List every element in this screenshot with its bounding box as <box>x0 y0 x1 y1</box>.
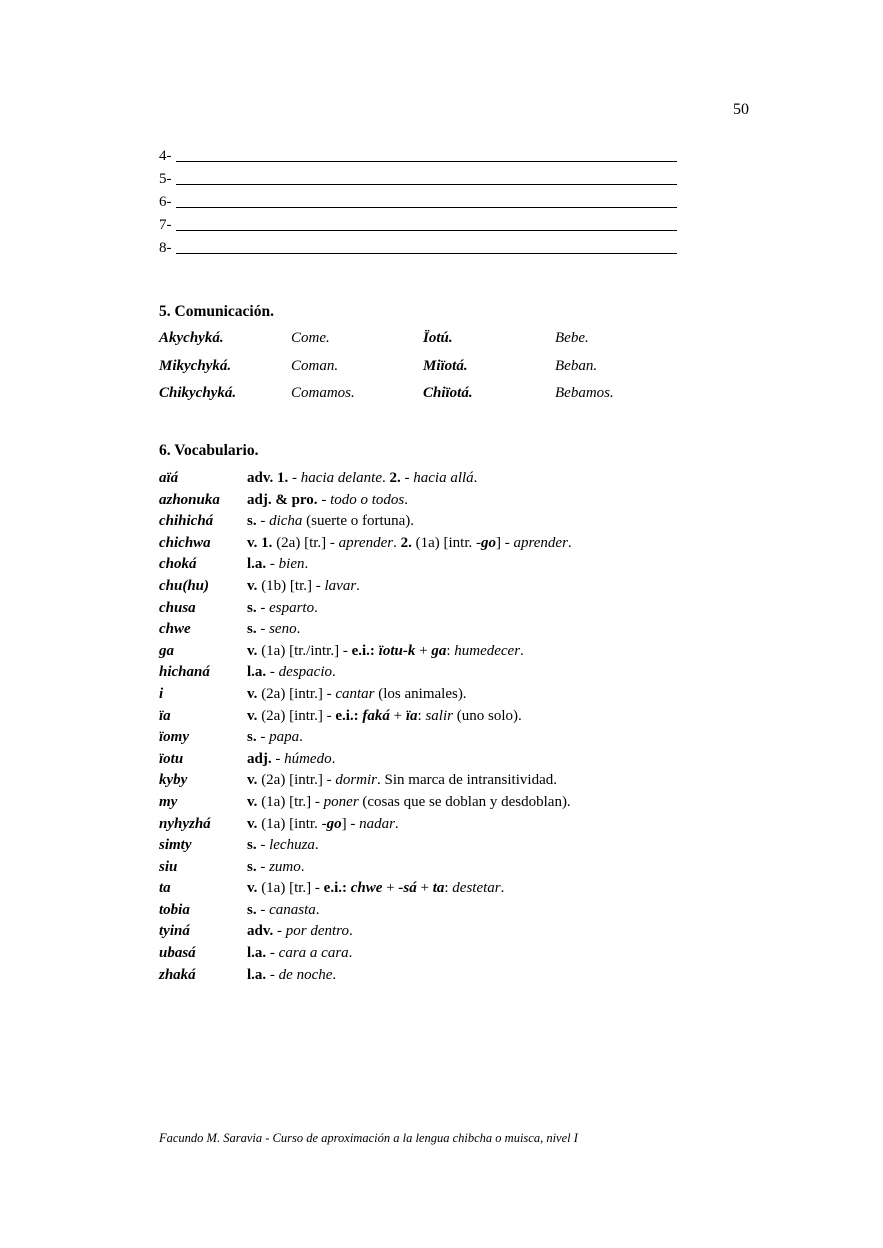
blank-answer-lines <box>159 141 677 256</box>
vocab-definition <box>247 923 353 940</box>
vocab-definition <box>247 556 308 573</box>
chibcha-verb: Chikychyká. <box>159 385 237 401</box>
definition-text: go <box>326 815 342 832</box>
definition-text: esparto <box>269 599 315 616</box>
definition-text: (2a) [intr.] - <box>261 685 336 702</box>
definition-text: ] - <box>341 815 360 832</box>
definition-text: (cosas que se doblan y desdoblan). <box>358 793 571 810</box>
vocab-term: hichaná <box>159 664 210 681</box>
vocab-entry <box>159 945 719 967</box>
vocab-entry <box>159 751 719 773</box>
vocab-term: kyby <box>159 772 188 789</box>
definition-text: papa <box>269 729 300 746</box>
answer-rule <box>176 229 677 231</box>
blank-line <box>159 210 677 233</box>
spanish-translation: Come. <box>291 330 330 346</box>
vocab-definition <box>247 492 408 509</box>
vocab-term: chwe <box>159 621 191 638</box>
definition-text: - <box>260 858 270 875</box>
definition-text: hacia delante <box>300 470 382 486</box>
definition-text: aprender <box>513 534 568 551</box>
definition-text: l.a. <box>247 556 270 573</box>
definition-text: . <box>304 556 309 573</box>
definition-text: . <box>348 945 353 962</box>
vocab-definition <box>247 708 522 725</box>
definition-text: ga <box>431 642 447 659</box>
vocab-definition <box>247 772 557 789</box>
vocab-term: chu(hu) <box>159 577 210 594</box>
blank-line <box>159 187 677 210</box>
vocab-entry <box>159 664 719 686</box>
definition-text: e.i.: <box>351 642 379 659</box>
chibcha-verb: Chiïotá. <box>423 385 473 401</box>
vocab-entry <box>159 923 719 945</box>
definition-text: (1a) [intr. - <box>261 815 327 832</box>
vocab-entry <box>159 772 719 794</box>
vocab-term: chichwa <box>159 534 211 551</box>
definition-text: - <box>292 470 301 486</box>
vocab-definition <box>247 794 571 811</box>
vocab-term: i <box>159 685 164 702</box>
vocab-term: chihichá <box>159 513 214 530</box>
vocab-definition <box>247 686 467 703</box>
definition-text: ta <box>432 880 445 897</box>
vocab-definition <box>247 837 319 854</box>
communication-table <box>159 330 679 413</box>
definition-text: go <box>480 534 496 551</box>
blank-line <box>159 141 677 164</box>
definition-text: . <box>332 966 337 983</box>
definition-text: + <box>382 880 399 897</box>
spanish-translation: Coman. <box>291 357 339 374</box>
definition-text: v. <box>247 793 262 810</box>
definition-text: cantar <box>335 685 375 702</box>
answer-rule <box>176 183 677 185</box>
definition-text: canasta <box>269 901 316 918</box>
definition-text: s. <box>247 901 261 918</box>
definition-text: (2a) [intr.] - <box>261 772 336 789</box>
definition-text: - <box>404 470 414 486</box>
definition-text: + <box>415 642 432 659</box>
definition-text: + <box>416 880 433 897</box>
definition-text: 2. <box>385 470 405 486</box>
definition-text: (1a) [tr./intr.] - <box>261 642 352 659</box>
chibcha-verb: Miïotá. <box>423 357 468 374</box>
definition-text: nadar <box>359 815 395 832</box>
vocab-definition <box>247 643 524 660</box>
definition-text: dicha <box>269 513 303 530</box>
definition-text: - <box>260 621 270 638</box>
answer-rule <box>176 252 677 254</box>
definition-text: - <box>269 556 279 573</box>
vocab-definition <box>247 729 303 746</box>
vocab-term: choká <box>159 556 197 573</box>
vocab-definition <box>247 880 504 897</box>
definition-text: . <box>382 470 386 486</box>
definition-text: : <box>417 707 426 724</box>
definition-text: v. 1. <box>247 534 277 551</box>
definition-text: zumo <box>269 858 301 875</box>
definition-text: poner <box>323 793 359 810</box>
vocab-term: nyhyzhá <box>159 815 211 832</box>
definition-text: salir <box>425 707 453 724</box>
definition-text: -sá <box>398 880 417 897</box>
vocab-definition <box>247 535 572 552</box>
section-heading-vocabulary: 6. Vocabulario. <box>159 442 259 459</box>
definition-text: . <box>567 534 572 551</box>
vocab-term: ga <box>159 642 174 659</box>
line-number: 4- <box>159 148 172 164</box>
chibcha-verb: Ïotú. <box>423 330 453 346</box>
definition-text: . <box>315 901 320 918</box>
line-number: 5- <box>159 171 172 187</box>
definition-text: seno <box>269 621 297 638</box>
definition-text: - <box>275 750 285 767</box>
vocab-term: ta <box>159 880 171 897</box>
definition-text: por dentro <box>285 923 349 940</box>
definition-text: . <box>300 858 305 875</box>
vocab-entry <box>159 902 719 924</box>
communication-row <box>159 358 679 386</box>
definition-text: s. <box>247 513 261 530</box>
vocab-entry <box>159 578 719 600</box>
vocab-definition <box>247 470 477 487</box>
definition-text: - <box>269 945 279 962</box>
vocab-definition <box>247 664 336 681</box>
definition-text: . <box>314 599 318 616</box>
definition-text: bien <box>278 556 305 573</box>
vocab-term: aïá <box>159 470 179 486</box>
vocab-entry <box>159 967 719 989</box>
vocab-definition <box>247 902 320 919</box>
definition-text: humedecer <box>454 642 521 659</box>
definition-text: ïa <box>405 707 418 724</box>
vocab-term: tobia <box>159 901 190 918</box>
definition-text: . <box>314 837 319 854</box>
definition-text: - <box>321 491 331 508</box>
definition-text: lavar <box>324 577 357 594</box>
definition-text: . <box>404 491 408 508</box>
spanish-translation: Bebe. <box>555 330 589 346</box>
definition-text: v. <box>247 685 262 702</box>
vocab-entry <box>159 556 719 578</box>
vocab-definition <box>247 859 305 876</box>
definition-text: : <box>444 880 453 897</box>
vocab-definition <box>247 578 360 595</box>
definition-text: (suerte o fortuna). <box>302 513 415 530</box>
definition-text: s. <box>247 837 261 854</box>
vocab-definition <box>247 513 414 530</box>
definition-text: dormir <box>335 772 378 789</box>
definition-text: - <box>260 901 270 918</box>
definition-text: . <box>332 664 336 681</box>
definition-text: chwe <box>350 880 383 897</box>
definition-text: destetar <box>452 880 501 897</box>
definition-text: 2. <box>396 534 416 551</box>
line-number: 7- <box>159 217 172 233</box>
vocab-entry <box>159 729 719 751</box>
vocab-definition <box>247 816 399 833</box>
line-number: 8- <box>159 240 172 256</box>
vocab-entry <box>159 492 719 514</box>
definition-text: + <box>389 707 406 724</box>
spanish-translation: Beban. <box>555 357 598 374</box>
vocab-entry <box>159 794 719 816</box>
page-footer: Facundo M. Saravia - Curso de aproximación a la lengua chibcha o muisca, nivel I <box>159 1131 578 1145</box>
definition-text: v. <box>247 880 262 897</box>
definition-text: . <box>520 642 524 659</box>
definition-text: . <box>299 729 303 746</box>
vocab-entry <box>159 600 719 622</box>
definition-text: faká <box>362 707 390 724</box>
vocab-entry <box>159 535 719 557</box>
definition-text: v. <box>247 815 262 832</box>
definition-text: (uno solo). <box>452 707 522 724</box>
definition-text: lechuza <box>269 837 315 854</box>
vocab-term: my <box>159 793 178 810</box>
definition-text: despacio <box>278 664 332 681</box>
definition-text: e.i.: <box>323 880 351 897</box>
definition-text: aprender <box>338 534 394 551</box>
vocab-definition <box>247 967 336 984</box>
definition-text: s. <box>247 729 261 746</box>
definition-text: ïotu-k <box>378 642 416 659</box>
definition-text: (1a) [intr. - <box>415 534 481 551</box>
chibcha-verb: Akychyká. <box>159 330 224 346</box>
section-heading-communication: 5. Comunicación. <box>159 303 274 320</box>
vocab-entry <box>159 880 719 902</box>
chibcha-verb: Mikychyká. <box>159 357 232 374</box>
definition-text: . <box>331 750 336 767</box>
definition-text: v. <box>247 577 262 594</box>
definition-text: adj. & pro. <box>247 491 322 508</box>
vocab-term: ïotu <box>159 750 184 767</box>
vocab-term: simty <box>159 837 192 854</box>
definition-text: - <box>277 923 286 940</box>
definition-text: - <box>260 837 270 854</box>
definition-text: . <box>473 470 478 486</box>
definition-text: . Sin marca de intransitividad. <box>377 772 557 789</box>
definition-text: húmedo <box>284 750 332 767</box>
definition-text: (1a) [tr.] - <box>261 880 324 897</box>
spanish-translation: Comamos. <box>291 385 355 401</box>
definition-text: (2a) [tr.] - <box>276 534 339 551</box>
definition-text: l.a. <box>247 945 270 962</box>
definition-text: . <box>394 815 399 832</box>
definition-text: . <box>500 880 505 897</box>
vocab-entry <box>159 816 719 838</box>
vocab-entry <box>159 837 719 859</box>
definition-text: (los animales). <box>374 685 467 702</box>
vocab-term: siu <box>159 858 178 875</box>
definition-text: l.a. <box>247 664 270 681</box>
vocab-definition <box>247 600 318 617</box>
vocab-term: tyiná <box>159 923 190 940</box>
vocab-term: chusa <box>159 599 196 616</box>
definition-text: v. <box>247 772 262 789</box>
blank-line <box>159 233 677 256</box>
blank-line <box>159 164 677 187</box>
vocab-entry <box>159 513 719 535</box>
vocabulary-list <box>159 470 719 988</box>
definition-text: de noche <box>278 966 333 983</box>
definition-text: ] - <box>495 534 514 551</box>
definition-text: . <box>348 923 353 940</box>
definition-text: : <box>446 642 455 659</box>
definition-text: - <box>269 966 279 983</box>
definition-text: (1b) [tr.] - <box>261 577 325 594</box>
answer-rule <box>176 206 677 208</box>
vocab-entry <box>159 859 719 881</box>
definition-text: todo o todos <box>330 491 405 508</box>
vocab-term: zhaká <box>159 966 196 983</box>
definition-text: s. <box>247 621 261 638</box>
vocab-entry <box>159 470 719 492</box>
definition-text: e.i.: <box>335 707 363 724</box>
definition-text: cara a cara <box>278 945 349 962</box>
definition-text: - <box>269 664 279 681</box>
vocab-definition <box>247 621 300 638</box>
vocab-term: ïa <box>159 707 171 724</box>
vocab-definition <box>247 751 335 768</box>
definition-text: hacia allá <box>413 470 474 486</box>
definition-text: - <box>260 729 270 746</box>
vocab-entry <box>159 621 719 643</box>
definition-text: l.a. <box>247 966 270 983</box>
definition-text: - <box>260 599 270 616</box>
definition-text: adv. 1. <box>247 470 293 486</box>
definition-text: . <box>356 577 360 594</box>
definition-text: . <box>296 621 301 638</box>
definition-text: - <box>260 513 270 530</box>
vocab-entry <box>159 643 719 665</box>
spanish-translation: Bebamos. <box>555 385 614 401</box>
communication-row <box>159 385 679 413</box>
vocab-term: ïomy <box>159 729 189 746</box>
answer-rule <box>176 160 677 162</box>
definition-text: adj. <box>247 750 276 767</box>
vocab-definition <box>247 945 352 962</box>
page-number: 50 <box>733 101 749 118</box>
definition-text: (2a) [intr.] - <box>261 707 336 724</box>
definition-text: (1a) [tr.] - <box>261 793 324 810</box>
vocab-term: azhonuka <box>159 491 220 508</box>
line-number: 6- <box>159 194 172 210</box>
definition-text: v. <box>247 642 262 659</box>
communication-row <box>159 330 679 358</box>
definition-text: v. <box>247 707 262 724</box>
definition-text: s. <box>247 858 261 875</box>
definition-text: . <box>393 534 397 551</box>
vocab-entry <box>159 708 719 730</box>
definition-text: adv. <box>247 923 278 940</box>
definition-text: s. <box>247 599 261 616</box>
vocab-entry <box>159 686 719 708</box>
vocab-term: ubasá <box>159 945 196 962</box>
